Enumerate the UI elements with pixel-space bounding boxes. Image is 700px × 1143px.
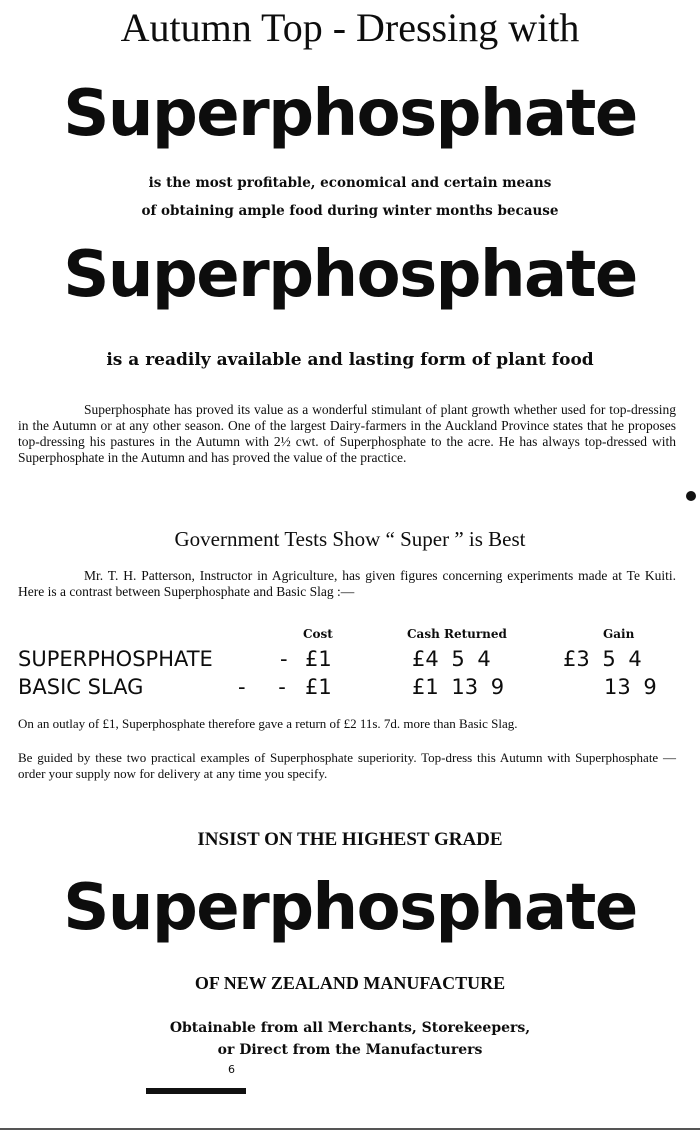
- paragraph-outlay: On an outlay of £1, Superphosphate therefore gave a return of £2 11s. 7d. more than Basic Slag.: [18, 716, 518, 731]
- column-header-cash-returned: Cash Returned: [407, 627, 507, 641]
- headline: Autumn Top - Dressing with: [120, 5, 580, 50]
- paragraph-value: Superphosphate has proved its value as a wonderful stimulant of plant growth whether used for top-dressing in the Autumn or at any other season. One of the largest Dairy-farmers in the Auckland Province states that he proposes top-dressing his pastures in the Autumn with 2½ cwt. of Superphosphate to the acre. He has always top-dressed with Superphosphate in the Autumn and has proved the value of the practice.: [18, 402, 676, 465]
- tagline-line-2: of obtaining ample food during winter months because: [141, 203, 559, 219]
- row-returned: £4 5 4: [412, 647, 491, 671]
- ink-speck: [686, 491, 696, 501]
- row-name-superphosphate: SUPERPHOSPHATE: [18, 647, 213, 671]
- paragraph-guidance: Be guided by these two practical examples of Superphosphate superiority. Top-dress this Autumn with Superphosphate —order your supply now for delivery at any time you specify.: [18, 750, 676, 781]
- printer-mark: 6: [228, 1063, 235, 1076]
- row-gain: £3 5 4: [563, 647, 642, 671]
- tagline-plant-food: is a readily available and lasting form of plant food: [106, 350, 594, 370]
- insist-heading: INSIST ON THE HIGHEST GRADE: [197, 829, 503, 850]
- obtainable-line-1: Obtainable from all Merchants, Storekeepers,: [169, 1020, 531, 1036]
- comparison-table: [0, 625, 700, 705]
- subheading-government-tests: Government Tests Show “ Super ” is Best: [174, 527, 526, 551]
- obtainable-line-2: or Direct from the Manufacturers: [217, 1042, 483, 1058]
- bottom-bar: [146, 1088, 246, 1094]
- column-header-cost: Cost: [303, 627, 333, 641]
- row-returned: £1 13 9: [412, 675, 505, 699]
- row-separator: -: [280, 647, 288, 671]
- tagline-line-1: is the most profitable, economical and certain means: [148, 175, 552, 191]
- column-header-gain: Gain: [603, 627, 635, 641]
- row-cost: £1: [305, 675, 332, 699]
- border-bottom-line: [0, 1128, 700, 1130]
- row-separator: - -: [238, 675, 286, 699]
- row-name-basic-slag: BASIC SLAG: [18, 675, 144, 699]
- paragraph-patterson: Mr. T. H. Patterson, Instructor in Agriculture, has given figures concerning experiments made at Te Kuiti. Here is a contrast between Superphosphate and Basic Slag :—: [18, 568, 676, 599]
- brand-title-top: Superphosphate: [63, 77, 637, 151]
- manufacture-line: OF NEW ZEALAND MANUFACTURE: [194, 973, 506, 993]
- row-cost: £1: [305, 647, 332, 671]
- brand-title-middle: Superphosphate: [63, 238, 637, 312]
- brand-title-bottom: Superphosphate: [63, 871, 637, 945]
- row-gain: 13 9: [604, 675, 657, 699]
